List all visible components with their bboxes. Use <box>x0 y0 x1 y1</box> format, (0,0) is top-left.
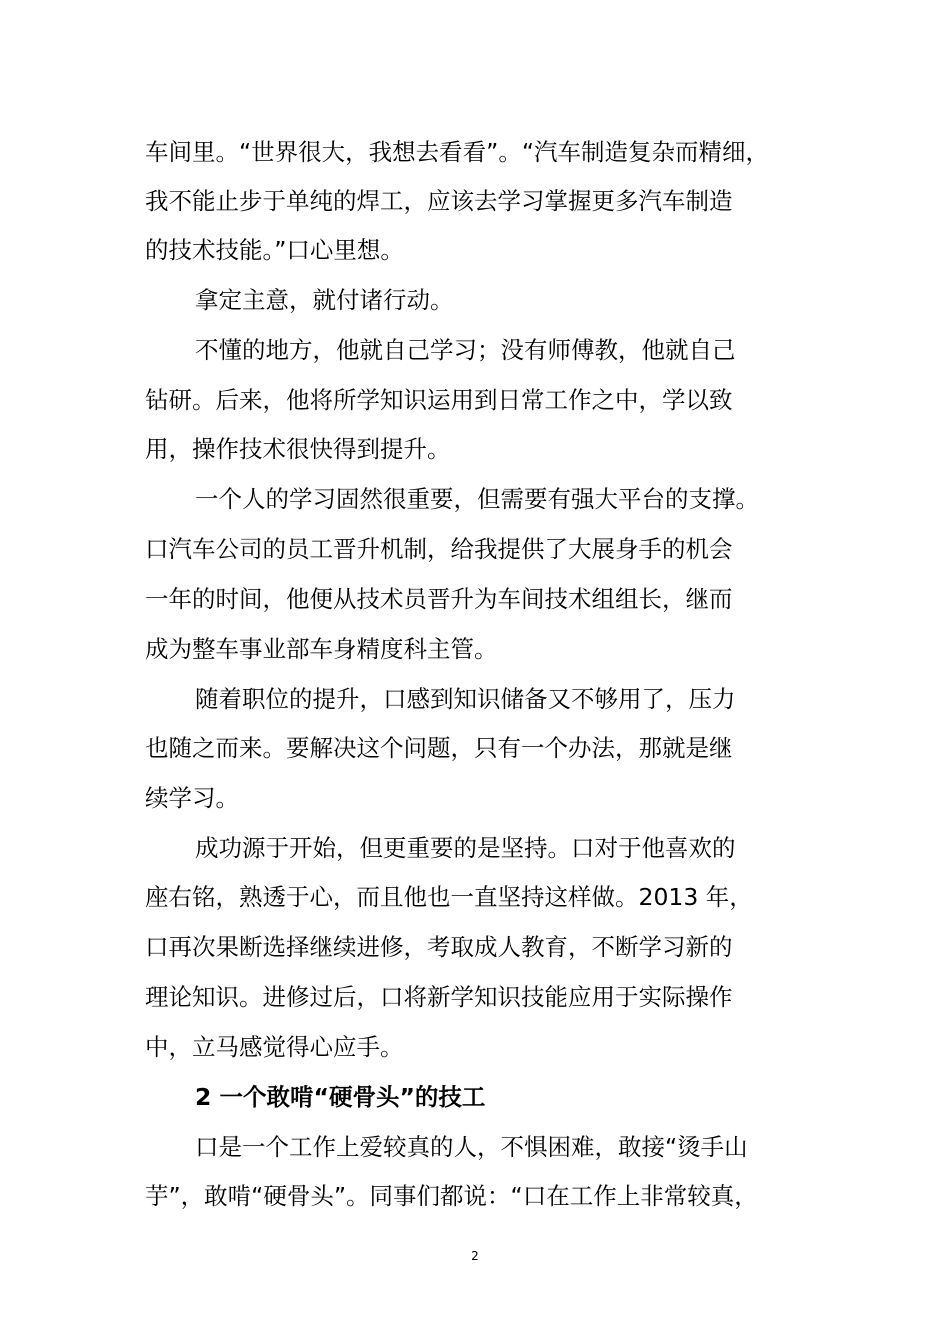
paragraph-line: 座右铭，熟透于心，而且他也一直坚持这样做。2013 年， <box>145 883 753 911</box>
paragraph-line: 车间里。“世界很大，我想去看看”。“汽车制造复杂而精细， <box>145 138 770 166</box>
paragraph-line: 成功源于开始，但更重要的是坚持。口对于他喜欢的 <box>195 834 736 862</box>
section-heading: 2 一个敢啃“硬骨头”的技工 <box>195 1083 486 1111</box>
paragraph-line: 口再次果断选择继续进修，考取成人教育，不断学习新的 <box>145 933 733 961</box>
paragraph-line: 芋”，敢啃“硬骨头”。同事们都说：“口在工作上非常较真， <box>145 1182 758 1210</box>
paragraph-line: 一年的时间，他便从技术员晋升为车间技术组组长，继而 <box>145 585 733 613</box>
paragraph-line: 随着职位的提升，口感到知识储备又不够用了，压力 <box>195 685 736 713</box>
paragraph-line: 也随之而来。要解决这个问题，只有一个办法，那就是继 <box>145 734 733 762</box>
paragraph-line: 理论知识。进修过后，口将新学知识技能应用于实际操作 <box>145 983 733 1011</box>
paragraph-line: 续学习。 <box>145 784 239 812</box>
paragraph-line: 口汽车公司的员工晋升机制，给我提供了大展身手的机会 <box>145 535 733 563</box>
paragraph-line: 我不能止步于单纯的焊工，应该去学习掌握更多汽车制造 <box>145 187 733 215</box>
paragraph-line: 钻研。后来，他将所学知识运用到日常工作之中，学以致 <box>145 386 733 414</box>
paragraph-line: 口是一个工作上爱较真的人，不惧困难，敢接“烫手山 <box>195 1133 748 1161</box>
paragraph-line: 用，操作技术很快得到提升。 <box>145 435 451 463</box>
paragraph-line: 拿定主意，就付诸行动。 <box>195 286 454 314</box>
paragraph-line: 成为整车事业部车身精度科主管。 <box>145 635 498 663</box>
paragraph-line: 不懂的地方，他就自己学习；没有师傅教，他就自己 <box>195 336 736 364</box>
paragraph-line: 一个人的学习固然很重要，但需要有强大平台的支撑。 <box>195 485 759 513</box>
paragraph-line: 中，立马感觉得心应手。 <box>145 1033 404 1061</box>
paragraph-line: 的技术技能。”口心里想。 <box>145 236 404 264</box>
page-number: 2 <box>471 1249 479 1263</box>
